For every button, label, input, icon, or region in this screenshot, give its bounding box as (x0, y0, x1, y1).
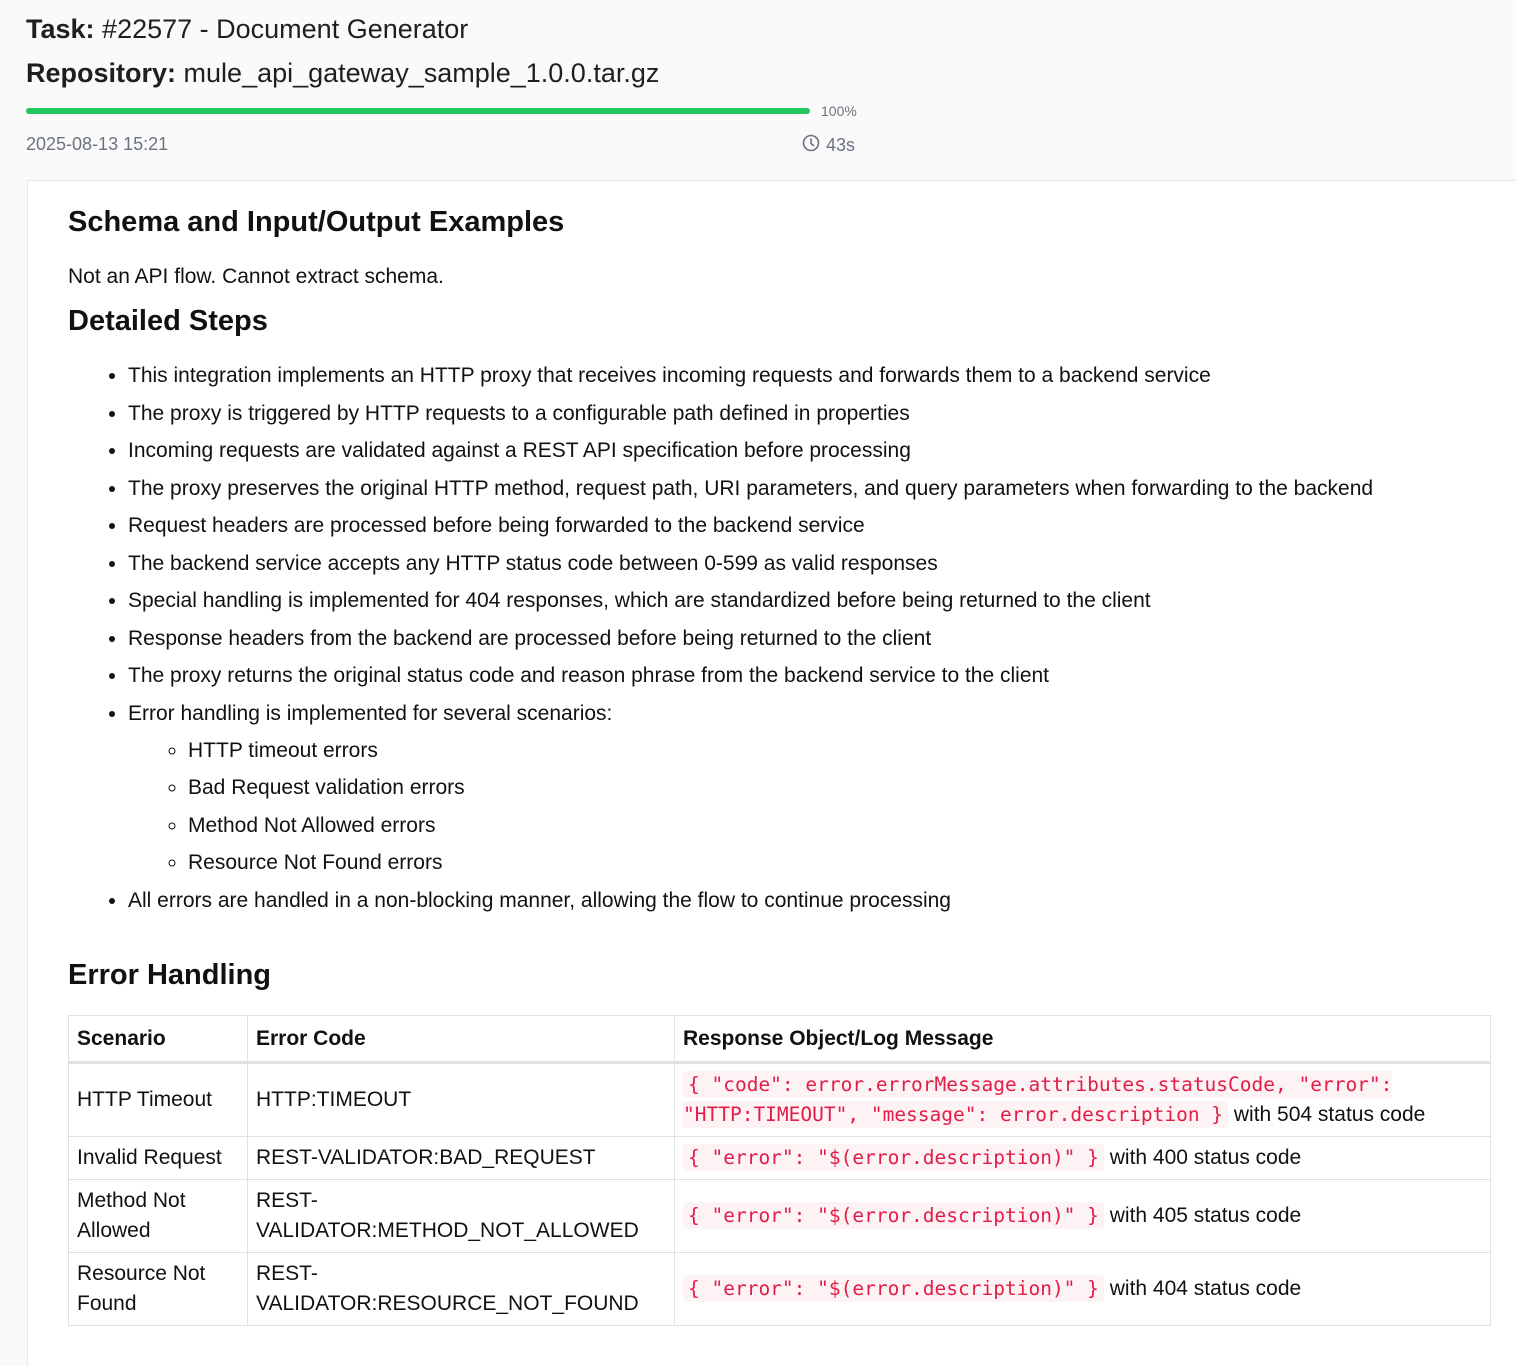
list-item: • The proxy preserves the original HTTP method, request path, URI parameters, and query parameters when forwarding to the backend (128, 474, 1428, 504)
error-code-cell: REST-VALIDATOR:METHOD_NOT_ALLOWED (248, 1180, 675, 1253)
task-date: 2025-08-13 15:21 (26, 134, 169, 154)
list-item: • The backend service accepts any HTTP status code between 0-599 as valid responses (128, 549, 1428, 579)
schema-heading: Schema and Input/Output Examples (68, 206, 565, 238)
list-item: • This integration implements an HTTP proxy that receives incoming requests and forwards them to a backend service (128, 361, 1428, 391)
duration-value: 43s (826, 135, 856, 155)
steps-list (68, 361, 1428, 923)
table-row (69, 1063, 1491, 1137)
scenario-cell: Method Not Allowed (69, 1180, 248, 1253)
schema-text: Not an API flow. Cannot extract schema. (68, 265, 444, 288)
response-text: with 400 status code (1103, 1146, 1302, 1169)
list-item: • Special handling is implemented for 404 responses, which are standardized before being returned to the client (128, 586, 1428, 616)
response-code: { "error": "$(error.description)" } (683, 1202, 1104, 1229)
task-label: Task: (26, 14, 95, 44)
response-cell (675, 1063, 1491, 1137)
progress-percent: 100% (821, 103, 857, 119)
response-text: with 404 status code (1103, 1277, 1302, 1300)
sub-list-item: ◦ HTTP timeout errors (188, 736, 1428, 766)
scenario-cell: HTTP Timeout (69, 1063, 248, 1137)
table-row (69, 1180, 1491, 1253)
response-code: { "error": "$(error.description)" } (683, 1144, 1104, 1171)
table-header-row (69, 1016, 1491, 1063)
error-code-cell: REST-VALIDATOR:BAD_REQUEST (248, 1137, 675, 1180)
list-item: • The proxy is triggered by HTTP requests to a configurable path defined in properties (128, 399, 1428, 429)
progress-bar (26, 108, 810, 114)
steps-heading: Detailed Steps (68, 305, 268, 337)
clock-icon (802, 134, 820, 157)
error-handling-heading: Error Handling (68, 959, 272, 991)
response-cell (675, 1253, 1491, 1326)
table-row (69, 1137, 1491, 1180)
task-title (26, 14, 468, 45)
list-item: • The proxy returns the original status code and reason phrase from the backend service to the client (128, 661, 1428, 691)
error-table (68, 1015, 1491, 1326)
table-row (69, 1253, 1491, 1326)
list-item-text: Error handling is implemented for several scenarios: (128, 701, 613, 725)
column-header: Scenario (69, 1016, 248, 1063)
scenario-cell: Resource Not Found (69, 1253, 248, 1326)
repository-value: mule_api_gateway_sample_1.0.0.tar.gz (183, 58, 660, 88)
progress-fill (26, 108, 810, 114)
document-panel (27, 180, 1516, 1366)
sub-list-item: ◦ Resource Not Found errors (188, 848, 1428, 878)
task-duration (802, 134, 855, 157)
response-cell (675, 1180, 1491, 1253)
sub-list-item: ◦ Bad Request validation errors (188, 773, 1428, 803)
repository-title (26, 58, 659, 89)
column-header: Error Code (248, 1016, 675, 1063)
error-scenarios-list (128, 736, 1428, 879)
error-code-cell: REST-VALIDATOR:RESOURCE_NOT_FOUND (248, 1253, 675, 1326)
response-text: with 504 status code (1228, 1103, 1426, 1126)
list-item: • Request headers are processed before being forwarded to the backend service (128, 511, 1428, 541)
response-cell (675, 1137, 1491, 1180)
response-code: { "code": error.errorMessage.attributes.statusCode, "error": "HTTP:TIMEOUT", "message": error.description } (683, 1073, 1393, 1126)
error-code-cell: HTTP:TIMEOUT (248, 1063, 675, 1137)
scenario-cell: Invalid Request (69, 1137, 248, 1180)
sub-list-item: ◦ Method Not Allowed errors (188, 811, 1428, 841)
response-text: with 405 status code (1103, 1204, 1302, 1227)
list-item: • Incoming requests are validated against a REST API specification before processing (128, 436, 1428, 466)
list-item (128, 699, 1428, 879)
task-value: #22577 - Document Generator (102, 14, 469, 44)
list-item: • All errors are handled in a non-blocking manner, allowing the flow to continue processing (128, 886, 1428, 916)
list-item: • Response headers from the backend are processed before being returned to the client (128, 624, 1428, 654)
column-header: Response Object/Log Message (675, 1016, 1491, 1063)
repository-label: Repository: (26, 58, 177, 88)
response-code: { "error": "$(error.description)" } (683, 1275, 1104, 1302)
